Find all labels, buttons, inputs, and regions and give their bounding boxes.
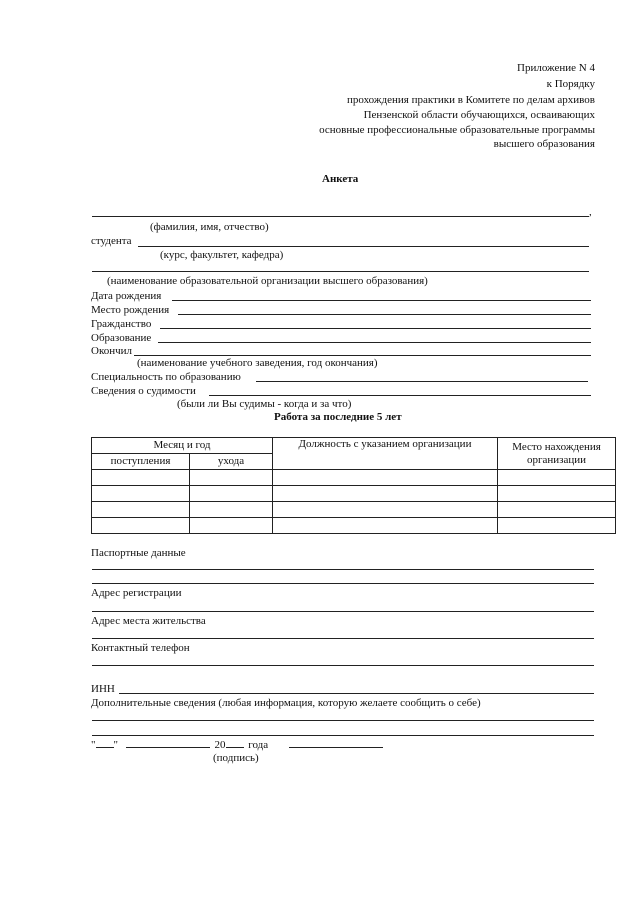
table-cell[interactable]: [190, 502, 273, 518]
appendix-number: Приложение N 4: [517, 62, 595, 74]
criminal-record-label: Сведения о судимости: [91, 385, 196, 397]
passport-field[interactable]: [92, 569, 594, 570]
table-cell[interactable]: [273, 486, 498, 502]
table-cell[interactable]: [92, 502, 190, 518]
additional-info-field[interactable]: [92, 735, 594, 736]
registration-field[interactable]: [92, 611, 594, 612]
table-cell[interactable]: [190, 486, 273, 502]
column-header-position: Должность с указанием организации: [273, 438, 498, 470]
table-cell[interactable]: [498, 470, 616, 486]
year-suffix: года: [248, 739, 269, 751]
column-header-month-year: Месяц и год: [92, 438, 273, 454]
course-hint: (курс, факультет, кафедра): [160, 249, 284, 261]
organization-field[interactable]: [92, 271, 589, 272]
signature-hint: (подпись): [213, 752, 259, 764]
page-title: Анкета: [322, 173, 359, 185]
criminal-record-field[interactable]: [209, 395, 591, 396]
appendix-line: основные профессиональные образовательные программы: [319, 124, 595, 136]
table-cell[interactable]: [190, 518, 273, 534]
date-signature-line: [91, 738, 383, 752]
passport-field[interactable]: [92, 583, 594, 584]
residence-field[interactable]: [92, 638, 594, 639]
phone-label: Контактный телефон: [91, 642, 190, 654]
table-row: [92, 502, 616, 518]
month-field[interactable]: [126, 738, 210, 748]
fio-hint: (фамилия, имя, отчество): [150, 221, 269, 233]
graduated-hint: (наименование учебного заведения, год окончания): [137, 357, 378, 369]
birth-place-field[interactable]: [178, 314, 591, 315]
table-cell[interactable]: [92, 470, 190, 486]
table-cell[interactable]: [92, 518, 190, 534]
fio-field[interactable]: [92, 216, 589, 217]
year-prefix: 20: [214, 739, 226, 751]
additional-info-label: Дополнительные сведения (любая информация, которую желаете сообщить о себе): [91, 697, 481, 709]
criminal-record-hint: (были ли Вы судимы - когда и за что): [177, 398, 352, 410]
table-row: [92, 518, 616, 534]
graduated-field[interactable]: [134, 355, 591, 356]
date-open-quote: ": [91, 739, 96, 751]
column-header-start: поступления: [92, 454, 190, 470]
column-header-location-line2: организации: [526, 453, 587, 466]
course-field[interactable]: [138, 246, 589, 247]
column-header-end: ухода: [190, 454, 273, 470]
table-cell[interactable]: [498, 486, 616, 502]
additional-info-field[interactable]: [92, 720, 594, 721]
year-field[interactable]: [226, 738, 244, 748]
table-row: [92, 486, 616, 502]
table-cell[interactable]: [273, 470, 498, 486]
specialty-label: Специальность по образованию: [91, 371, 241, 383]
table-cell[interactable]: [498, 502, 616, 518]
table-header-row: [92, 438, 616, 454]
appendix-order: к Порядку: [546, 78, 595, 90]
appendix-line: прохождения практики в Комитете по делам архивов: [346, 94, 595, 106]
inn-field[interactable]: [119, 693, 594, 694]
day-field[interactable]: [96, 738, 114, 748]
education-field[interactable]: [158, 342, 591, 343]
table-cell[interactable]: [273, 518, 498, 534]
citizenship-label: Гражданство: [91, 318, 152, 330]
column-header-location-line1: Место нахождения: [512, 440, 601, 453]
birth-date-label: Дата рождения: [91, 290, 162, 302]
passport-label: Паспортные данные: [91, 547, 186, 559]
column-header-location: [498, 438, 616, 470]
table-cell[interactable]: [273, 502, 498, 518]
signature-field[interactable]: [289, 738, 383, 748]
registration-label: Адрес регистрации: [91, 587, 182, 599]
student-label: студента: [91, 235, 132, 247]
graduated-label: Окончил: [91, 345, 133, 357]
work-history-table: [91, 437, 616, 534]
appendix-line: Пензенской области обучающихся, осваивающих: [363, 109, 595, 121]
birth-place-label: Место рождения: [91, 304, 170, 316]
citizenship-field[interactable]: [160, 328, 591, 329]
specialty-field[interactable]: [256, 381, 588, 382]
date-close-quote: ": [113, 739, 118, 751]
table-row: [92, 470, 616, 486]
work-section-title: Работа за последние 5 лет: [274, 411, 402, 423]
residence-label: Адрес места жительства: [91, 615, 206, 627]
organization-hint: (наименование образовательной организации высшего образования): [107, 275, 428, 287]
table-cell[interactable]: [92, 486, 190, 502]
birth-date-field[interactable]: [172, 300, 591, 301]
education-label: Образование: [91, 332, 152, 344]
table-cell[interactable]: [190, 470, 273, 486]
phone-field[interactable]: [92, 665, 594, 666]
inn-label: ИНН: [91, 683, 115, 695]
appendix-line: высшего образования: [493, 138, 595, 150]
fio-comma: ,: [589, 206, 592, 218]
table-cell[interactable]: [498, 518, 616, 534]
